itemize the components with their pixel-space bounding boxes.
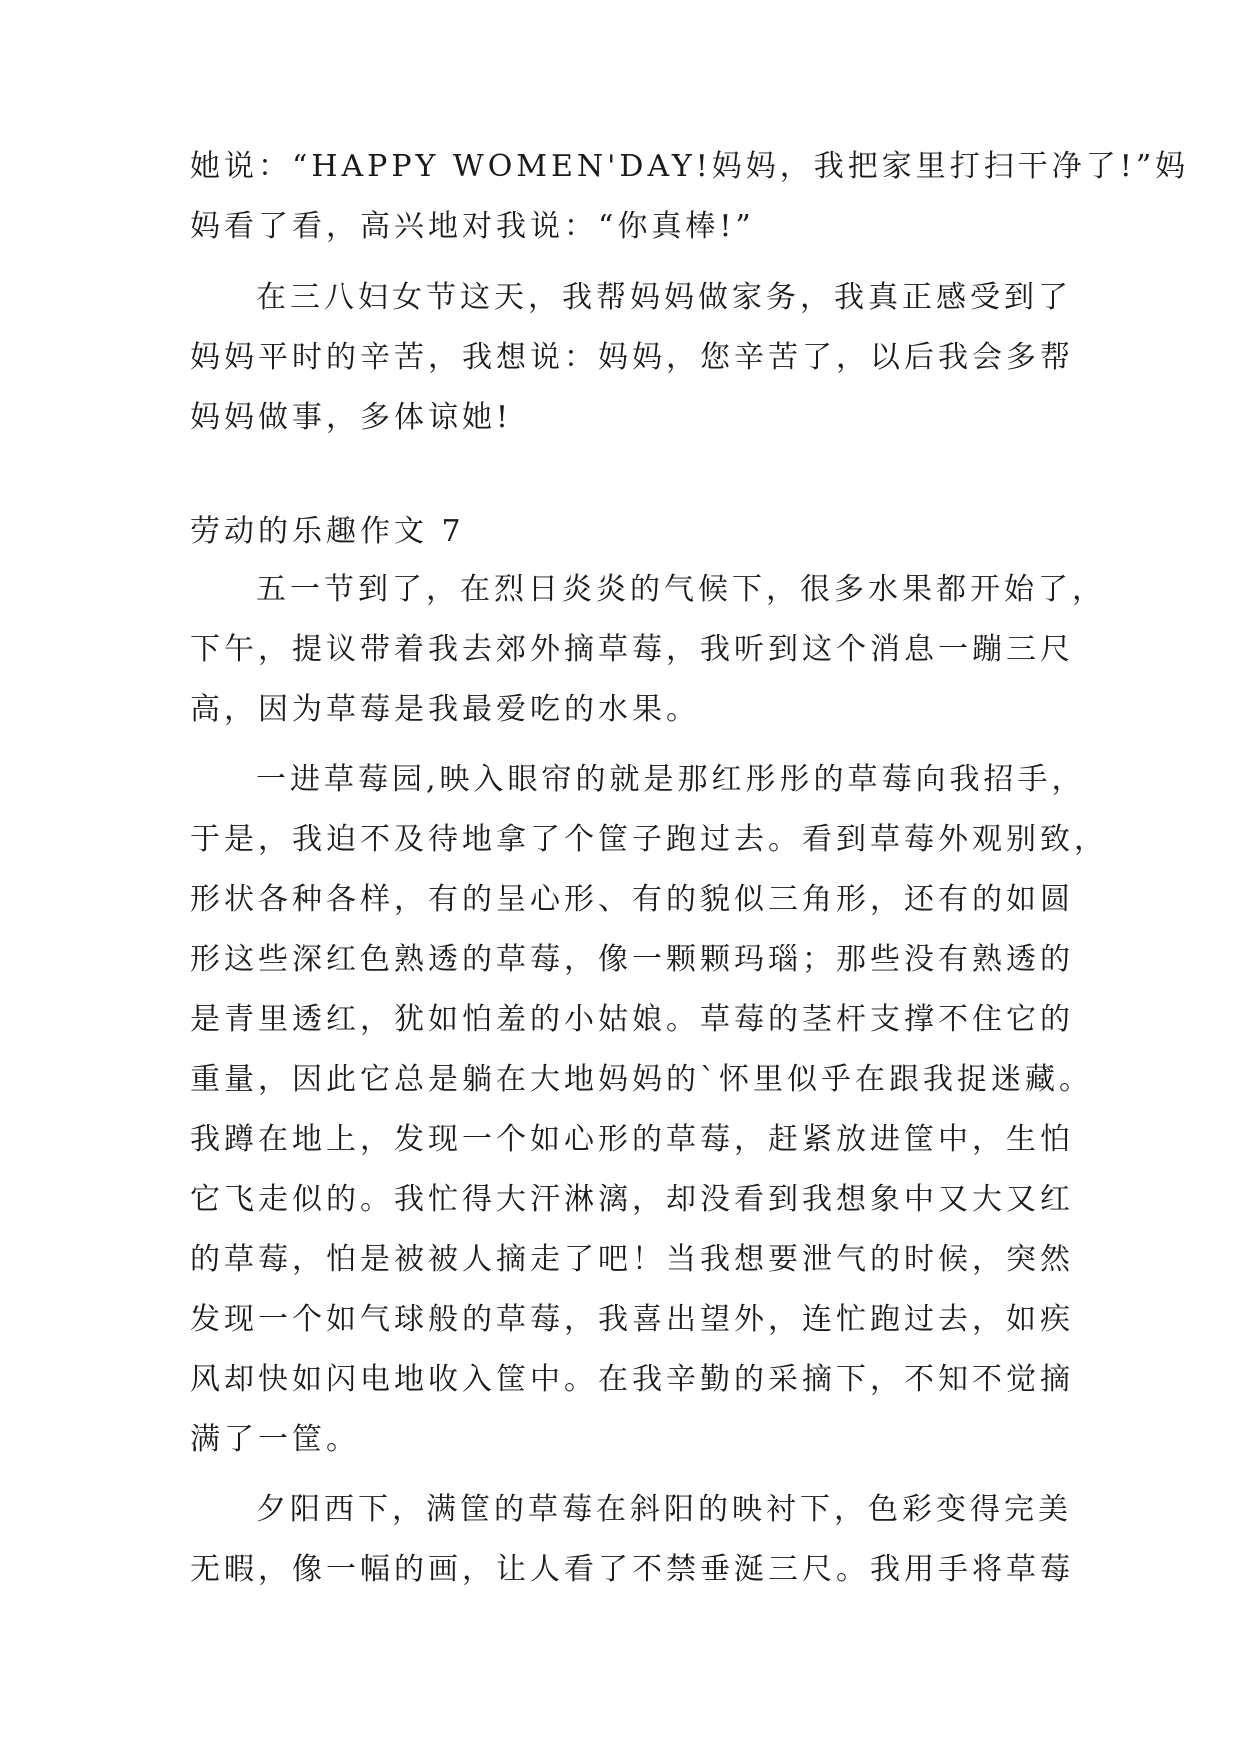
paragraph-line: 我蹲在地上，发现一个如心形的草莓，赶紧放进筐中，生怕	[190, 1122, 1074, 1157]
paragraph-line: 夕阳西下，满筐的草莓在斜阳的映衬下，色彩变得完美	[256, 1492, 1072, 1527]
paragraph-line: 于是，我迫不及待地拿了个筐子跑过去。看到草莓外观别致，	[190, 822, 1108, 857]
paragraph-line: 妈妈平时的辛苦，我想说：妈妈，您辛苦了，以后我会多帮	[190, 340, 1074, 375]
paragraph-line: 形状各种各样，有的呈心形、有的貌似三角形，还有的如圆	[190, 882, 1074, 917]
paragraph-line: 重量，因此它总是躺在大地妈妈的`怀里似乎在跟我捉迷藏。	[190, 1062, 1093, 1097]
paragraph-line: 她说：“HAPPY WOMEN'DAY!妈妈，我把家里打扫干净了!”妈	[190, 149, 1190, 184]
paragraph-line: 妈妈做事，多体谅她!	[190, 400, 513, 435]
paragraph-line: 妈看了看，高兴地对我说：“你真棒!”	[190, 209, 755, 244]
section-heading: 劳动的乐趣作文 7	[190, 514, 465, 549]
paragraph-line: 在三八妇女节这天，我帮妈妈做家务，我真正感受到了	[256, 280, 1072, 315]
paragraph-line: 无暇，像一幅的画，让人看了不禁垂涎三尺。我用手将草莓	[190, 1552, 1074, 1587]
paragraph-line: 五一节到了，在烈日炎炎的气候下，很多水果都开始了，	[256, 572, 1106, 607]
paragraph-line: 它飞走似的。我忙得大汗淋漓，却没看到我想象中又大又红	[190, 1182, 1074, 1217]
paragraph-line: 高，因为草莓是我最爱吃的水果。	[190, 692, 700, 727]
paragraph-line: 发现一个如气球般的草莓，我喜出望外，连忙跑过去，如疾	[190, 1302, 1074, 1337]
paragraph-line: 的草莓，怕是被被人摘走了吧！当我想要泄气的时候，突然	[190, 1242, 1074, 1277]
paragraph-line: 满了一筐。	[190, 1422, 360, 1457]
paragraph-line: 下午，提议带着我去郊外摘草莓，我听到这个消息一蹦三尺	[190, 632, 1074, 667]
paragraph-line: 风却快如闪电地收入筐中。在我辛勤的采摘下，不知不觉摘	[190, 1362, 1074, 1397]
paragraph-line: 一进草莓园,映入眼帘的就是那红彤彤的草莓向我招手，	[256, 762, 1086, 797]
paragraph-line: 形这些深红色熟透的草莓，像一颗颗玛瑙；那些没有熟透的	[190, 942, 1074, 977]
paragraph-line: 是青里透红，犹如怕羞的小姑娘。草莓的茎杆支撑不住它的	[190, 1002, 1074, 1037]
